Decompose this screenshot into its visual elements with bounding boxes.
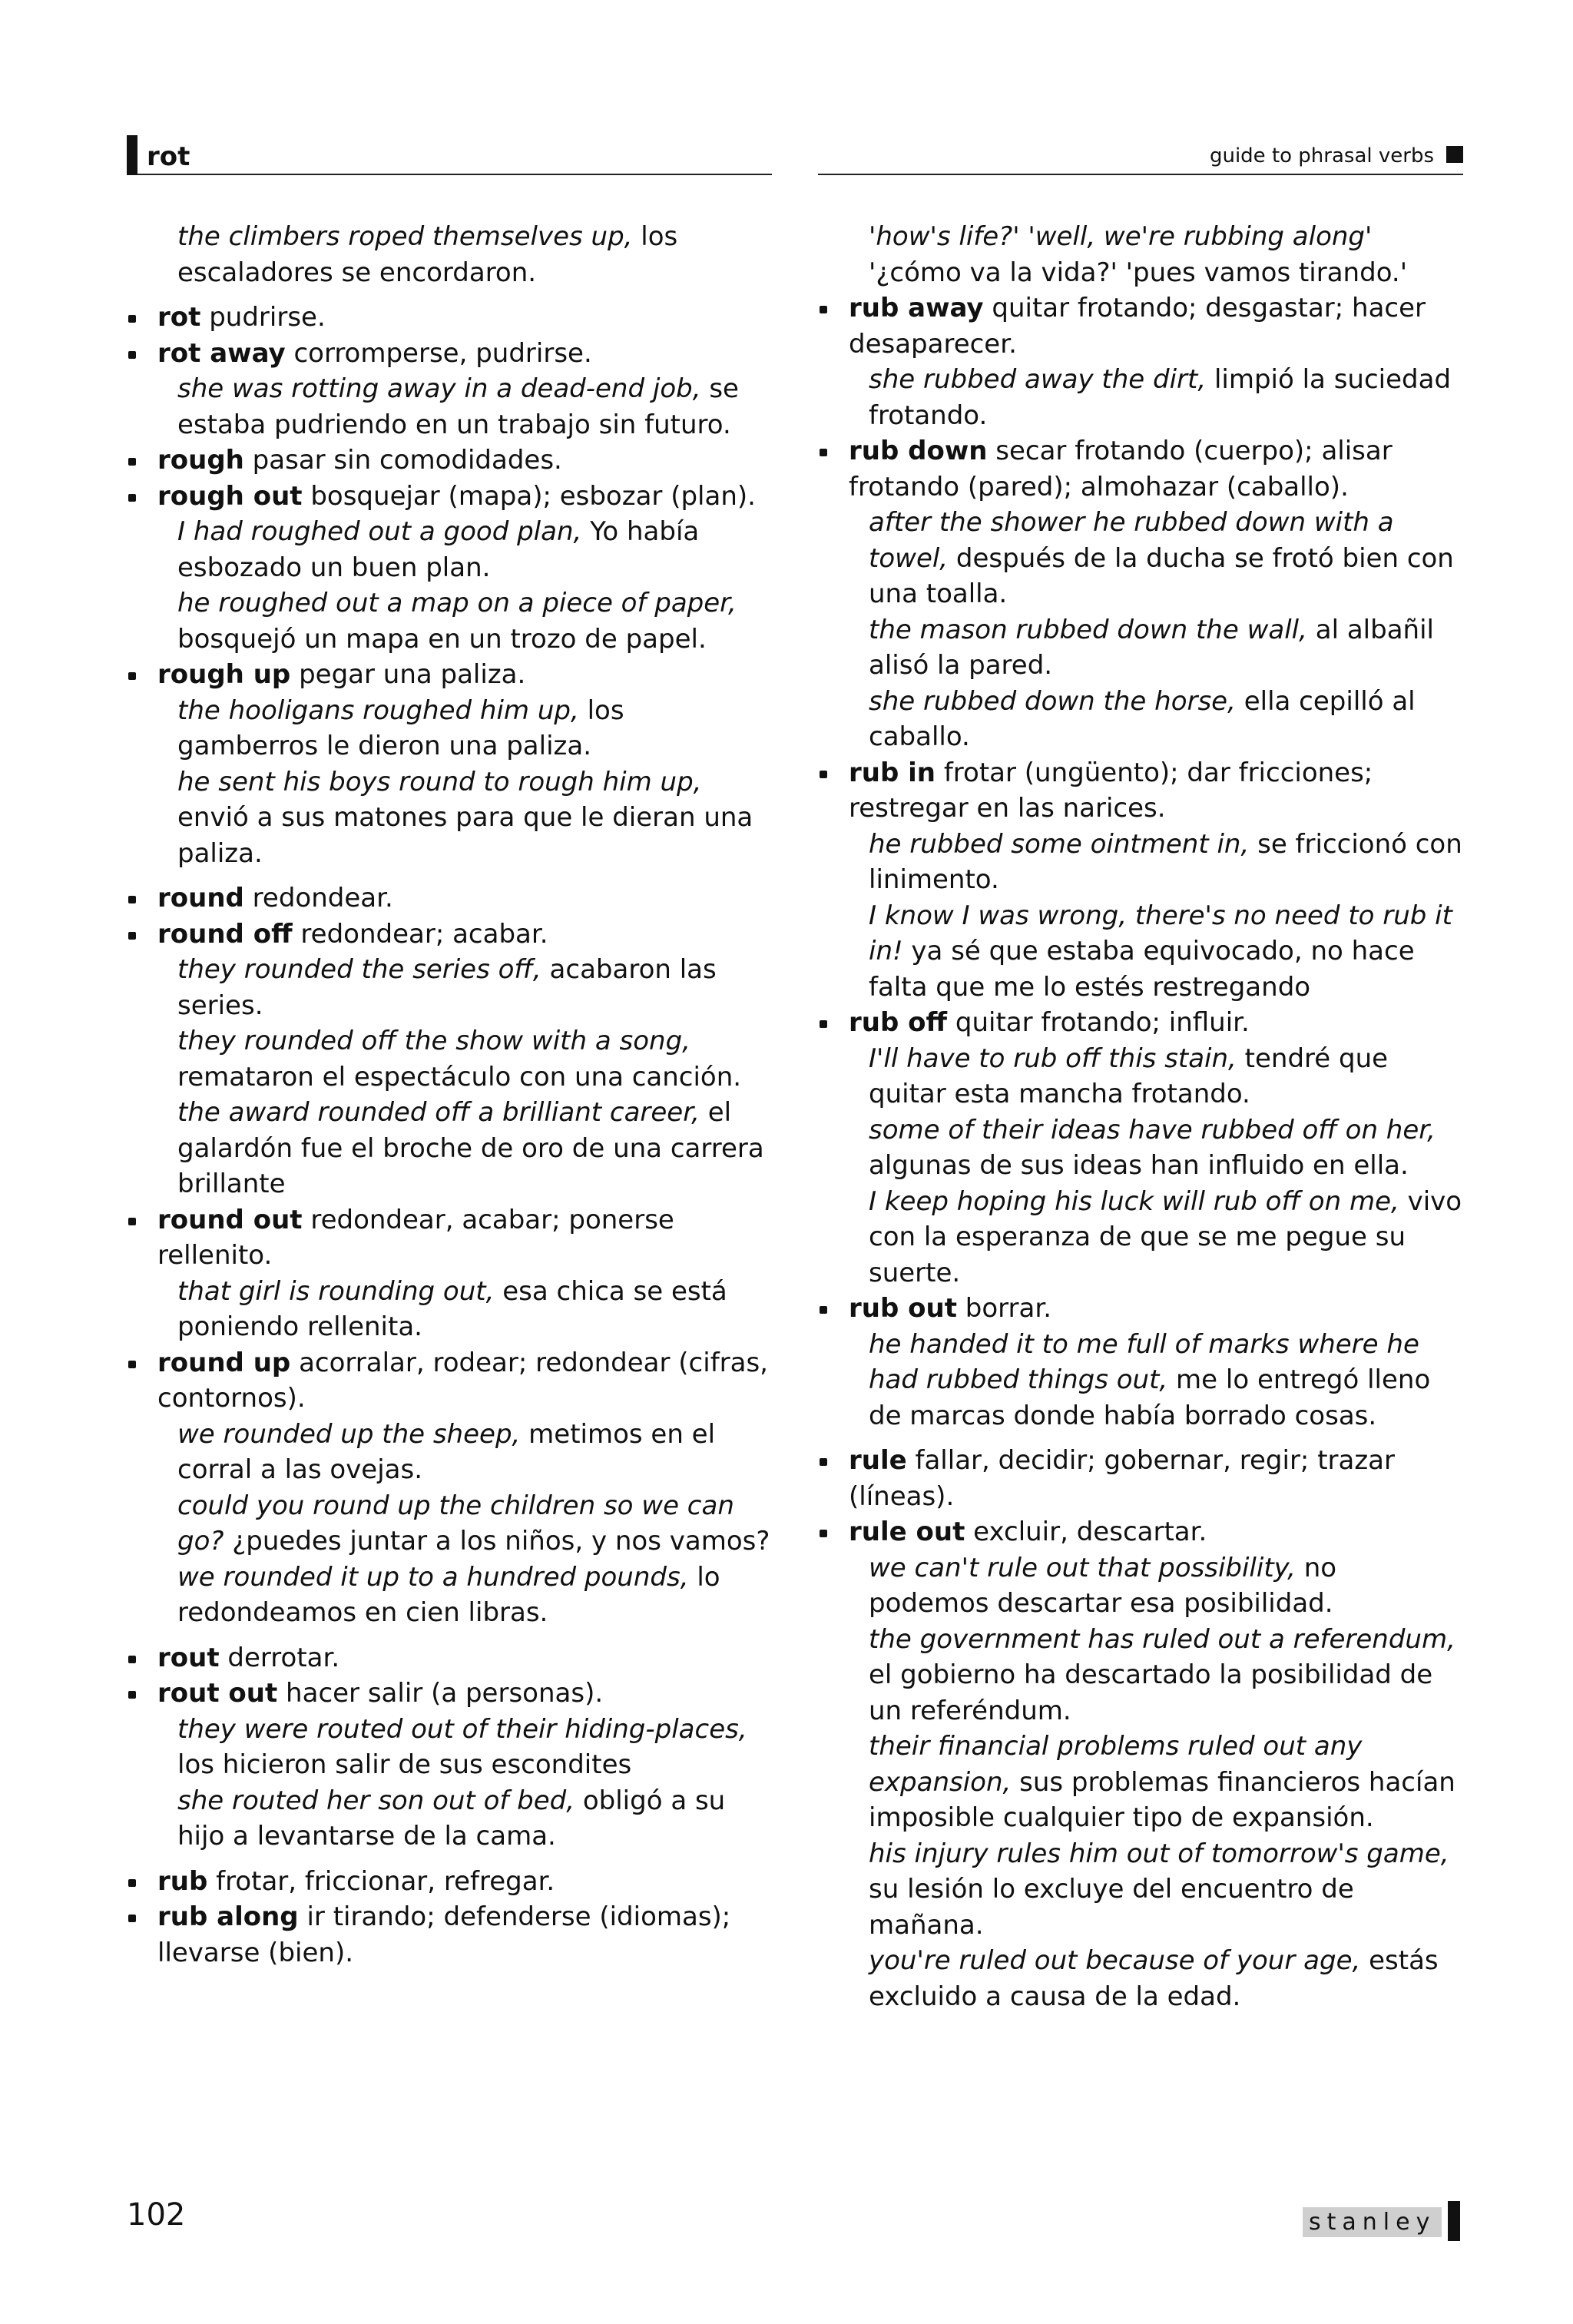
publisher-brand: stanley [1303, 2207, 1442, 2237]
headword: rub away [849, 293, 984, 323]
example-english: his injury rules him out of tomorrow's game, [869, 1838, 1449, 1869]
headword: round off [157, 918, 293, 950]
running-head-right [818, 135, 1463, 175]
usage-example [818, 1112, 1463, 1184]
example-translation: Yo había esbozado un buen plan. [177, 516, 700, 583]
usage-example [818, 1729, 1463, 1836]
example-translation: limpió la suciedad frotando. [869, 364, 1452, 431]
example-translation: remataron el espectáculo con una canción. [177, 1061, 742, 1092]
example-translation: el galardón fue el broche de oro de una carrera brillante [177, 1097, 764, 1199]
usage-example [818, 1327, 1463, 1434]
example-english: I keep hoping his luck will rub off on me, [869, 1185, 1399, 1217]
usage-example [818, 1836, 1463, 1944]
dictionary-entry [127, 880, 772, 917]
example-english: we can't rule out that possibility, [869, 1552, 1296, 1583]
definition: excluir, descartar. [965, 1517, 1207, 1547]
usage-example [127, 371, 772, 443]
headword: rot [157, 302, 201, 333]
definition: pasar sin comodidades. [243, 445, 562, 476]
entry-bullet-icon [128, 932, 136, 940]
example-translation: se friccionó con linimento. [869, 828, 1462, 895]
usage-example [127, 693, 772, 764]
usage-example [818, 612, 1463, 684]
entry-bullet-icon [128, 896, 136, 903]
entry-bullet-icon [128, 672, 136, 680]
dictionary-entry [818, 1005, 1463, 1041]
example-translation: me lo entregó lleno de marcas donde había borrado cosas. [869, 1364, 1431, 1431]
definition: pudrirse. [200, 302, 326, 333]
right-column [818, 219, 1463, 2014]
headword: rot away [157, 337, 286, 369]
entry-bullet-icon [820, 771, 827, 778]
usage-example [127, 1488, 772, 1560]
entry-bullet-icon [820, 1306, 827, 1314]
usage-example [818, 827, 1463, 898]
dictionary-entry [127, 1345, 772, 1417]
example-english: some of their ideas have rubbed off on her, [869, 1114, 1436, 1145]
entry-bullet-icon [128, 1879, 136, 1887]
example-translation: estás excluido a causa de la edad. [869, 1945, 1439, 2012]
headword: round up [157, 1347, 291, 1378]
usage-example [818, 1943, 1463, 2014]
definition: quitar frotando; desgastar; hacer desaparecer. [849, 293, 1426, 360]
usage-example [127, 585, 772, 657]
usage-example [818, 684, 1463, 755]
dictionary-entry [818, 433, 1463, 505]
usage-example [127, 219, 772, 290]
usage-example [127, 1274, 772, 1345]
footer-bar-mark [1448, 2201, 1460, 2241]
usage-example [818, 362, 1463, 433]
definition: secar frotando (cuerpo); alisar frotando (pared); almohazar (caballo). [849, 436, 1393, 502]
definition: redondear. [243, 883, 393, 913]
usage-example [818, 219, 1463, 290]
headword: rule [849, 1445, 907, 1476]
example-english: he sent his boys round to rough him up, [177, 766, 702, 797]
example-translation: vivo con la esperanza de que se me pegue su suerte. [869, 1185, 1462, 1288]
entry-bullet-icon [820, 1530, 827, 1537]
usage-example [127, 952, 772, 1023]
example-translation: bosquejó un mapa en un trozo de papel. [177, 623, 707, 655]
example-english: that girl is rounding out, [177, 1275, 495, 1307]
entry-bullet-icon [820, 306, 827, 313]
example-english: she routed her son out of bed, [177, 1785, 575, 1816]
dictionary-entry [818, 755, 1463, 827]
example-translation: los escaladores se encordaron. [177, 221, 678, 288]
example-translation: algunas de sus ideas han influido en ella. [869, 1150, 1409, 1181]
headword: rub out [849, 1293, 957, 1324]
usage-example [127, 764, 772, 872]
definition: redondear, acabar; ponerse rellenito. [157, 1204, 674, 1271]
headword: rout [157, 1642, 220, 1673]
entry-bullet-icon [128, 315, 136, 323]
example-translation: metimos en el corral a las ovejas. [177, 1418, 716, 1485]
usage-example [127, 1783, 772, 1855]
headword: rub along [157, 1901, 299, 1932]
definition: fallar, decidir; gobernar, regir; trazar (líneas). [849, 1445, 1395, 1512]
example-english: she was rotting away in a dead-end job, [177, 373, 701, 404]
dictionary-entry [127, 336, 772, 372]
example-english: the hooligans roughed him up, [177, 695, 579, 726]
example-english: I know I was wrong, there's no need to rub it in! [869, 900, 1452, 966]
example-translation: después de la ducha se frotó bien con una toalla. [869, 542, 1454, 609]
example-translation: sus problemas financieros hacían imposible cualquier tipo de expansión. [869, 1766, 1455, 1833]
entry-bullet-icon [128, 494, 136, 502]
example-english: 'how's life?' 'well, we're rubbing along' [869, 221, 1373, 252]
definition: quitar frotando; influir. [947, 1007, 1250, 1038]
headword: rub in [849, 757, 936, 788]
example-translation: no podemos descartar esa posibilidad. [869, 1552, 1337, 1619]
entry-bullet-icon [128, 1361, 136, 1368]
example-translation: '¿cómo va la vida?' 'pues vamos tirando.' [869, 257, 1408, 288]
headword: rough up [157, 659, 291, 690]
usage-example [127, 1417, 772, 1488]
definition: ir tirando; defenderse (idiomas); llevarse (bien). [157, 1901, 731, 1968]
example-english: we rounded up the sheep, [177, 1418, 521, 1450]
usage-example [127, 1023, 772, 1095]
running-head-left [127, 135, 772, 175]
example-translation: obligó a su hijo a levantarse de la cama. [177, 1785, 726, 1852]
headword: rub down [849, 436, 988, 466]
usage-example [127, 1560, 772, 1631]
headword: round out [157, 1204, 303, 1235]
dictionary-entry [127, 479, 772, 515]
usage-example [818, 1041, 1463, 1112]
headword: rough [157, 445, 244, 476]
example-translation: ya sé que estaba equivocado, no hace falta que me lo estés restregando [869, 936, 1415, 1003]
dictionary-entry [127, 657, 772, 693]
example-translation: envió a sus matones para que le dieran una paliza. [177, 802, 753, 869]
example-translation: los hicieron salir de sus escondites [177, 1749, 632, 1780]
definition: redondear; acabar. [292, 918, 548, 950]
example-english: after the shower he rubbed down with a towel, [869, 507, 1394, 574]
usage-example [818, 1550, 1463, 1622]
example-translation: ella cepilló al caballo. [869, 685, 1416, 752]
example-translation: tendré que quitar esta mancha frotando. [869, 1043, 1389, 1109]
entry-bullet-icon [128, 351, 136, 359]
example-translation: se estaba pudriendo en un trabajo sin futuro. [177, 373, 739, 440]
entry-bullet-icon [128, 458, 136, 466]
headword: rub [157, 1865, 208, 1897]
headword: round [157, 883, 244, 913]
example-translation: su lesión lo excluye del encuentro de mañana. [869, 1874, 1354, 1941]
example-english: he roughed out a map on a piece of paper, [177, 588, 737, 618]
entry-bullet-icon [128, 1656, 136, 1663]
example-english: you're ruled out because of your age, [869, 1945, 1361, 1976]
header-bar-mark [127, 135, 137, 175]
dictionary-entry [127, 443, 772, 479]
example-english: could you round up the children so we can go? [177, 1490, 734, 1557]
example-translation: lo redondeamos en cien libras. [177, 1561, 720, 1628]
example-english: she rubbed down the horse, [869, 685, 1236, 717]
headword: rule out [849, 1517, 965, 1547]
example-english: they were routed out of their hiding-places, [177, 1713, 747, 1745]
header-book-title: guide to phrasal verbs [1209, 144, 1434, 167]
example-english: the mason rubbed down the wall, [869, 614, 1307, 645]
example-translation: al albañil alisó la pared. [869, 614, 1434, 681]
dictionary-entry [127, 1202, 772, 1274]
dictionary-entry [818, 1291, 1463, 1327]
example-english: I'll have to rub off this stain, [869, 1043, 1237, 1074]
usage-example [818, 898, 1463, 1006]
definition: bosquejar (mapa); esbozar (plan). [302, 480, 756, 512]
dictionary-entry [818, 290, 1463, 362]
dictionary-entry [127, 1864, 772, 1900]
entry-bullet-icon [128, 1691, 136, 1699]
definition: pegar una paliza. [290, 659, 526, 690]
headword: rub off [849, 1007, 948, 1038]
header-square-mark [1446, 146, 1463, 163]
definition: corromperse, pudrirse. [285, 337, 592, 369]
entry-bullet-icon [820, 1458, 827, 1466]
usage-example [127, 1712, 772, 1783]
dictionary-entry [127, 300, 772, 336]
usage-example [127, 514, 772, 585]
entry-bullet-icon [128, 1218, 136, 1225]
usage-example [818, 505, 1463, 612]
page-number: 102 [127, 2197, 186, 2233]
example-translation: acabaron las series. [177, 954, 717, 1021]
example-english: I had roughed out a good plan, [177, 516, 582, 547]
dictionary-entry [818, 1514, 1463, 1550]
definition: frotar, friccionar, refregar. [207, 1865, 555, 1897]
example-english: they rounded the series off, [177, 954, 541, 985]
example-english: he handed it to me full of marks where he had rubbed things out, [869, 1328, 1419, 1395]
example-translation: el gobierno ha descartado la posibilidad de un referéndum. [869, 1659, 1433, 1726]
headword: rough out [157, 480, 303, 512]
example-translation: ¿puedes juntar a los niños, y nos vamos? [224, 1526, 770, 1557]
example-translation: esa chica se está poniendo rellenita. [177, 1275, 727, 1342]
entry-bullet-icon [820, 1020, 827, 1028]
dictionary-entry [127, 1899, 772, 1971]
example-english: the government has ruled out a referendum, [869, 1623, 1455, 1655]
usage-example [818, 1184, 1463, 1291]
dictionary-entry [127, 1676, 772, 1712]
definition: borrar. [956, 1293, 1052, 1324]
definition: acorralar, rodear; redondear (cifras, contornos). [157, 1347, 768, 1414]
entry-bullet-icon [128, 1915, 136, 1922]
header-guide-word: rot [147, 141, 190, 172]
example-english: the award rounded off a brilliant career, [177, 1097, 700, 1128]
usage-example [127, 1095, 772, 1202]
dictionary-entry [127, 1640, 772, 1676]
headword: rout out [157, 1678, 278, 1709]
definition: hacer salir (a personas). [277, 1678, 604, 1709]
example-translation: los gamberros le dieron una paliza. [177, 695, 624, 761]
example-english: she rubbed away the dirt, [869, 364, 1207, 395]
example-english: the climbers roped themselves up, [177, 221, 633, 252]
entry-bullet-icon [820, 449, 827, 456]
dictionary-entry [818, 1443, 1463, 1514]
dictionary-entry [127, 917, 772, 953]
left-column [127, 219, 772, 1971]
usage-example [818, 1622, 1463, 1729]
example-english: he rubbed some ointment in, [869, 828, 1250, 860]
example-english: they rounded off the show with a song, [177, 1026, 690, 1056]
definition: frotar (ungüento); dar fricciones; restregar en las narices. [849, 757, 1373, 824]
definition: derrotar. [219, 1642, 340, 1673]
example-english: their financial problems ruled out any expansion, [869, 1731, 1363, 1798]
example-english: we rounded it up to a hundred pounds, [177, 1561, 689, 1593]
